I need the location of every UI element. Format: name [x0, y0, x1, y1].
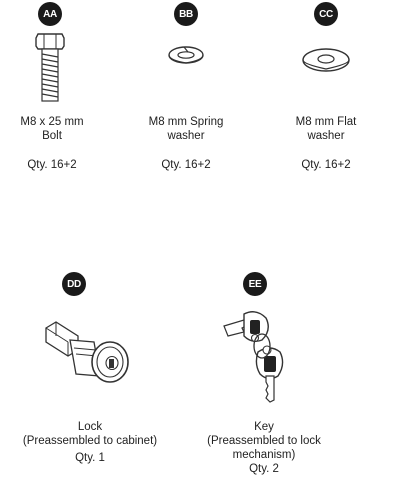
- part-badge-bb: BB: [174, 2, 198, 26]
- part-badge-dd: DD: [62, 272, 86, 296]
- part-name-cc-line1: M8 mm Flat: [295, 116, 357, 128]
- part-qty-ee: Qty. 2: [249, 463, 279, 475]
- spring-washer-icon: [166, 42, 206, 68]
- part-name-cc-line2: washer: [307, 130, 345, 142]
- part-name-ee-line2: (Preassembled to lock: [207, 435, 321, 447]
- part-qty-cc: Qty. 16+2: [301, 159, 351, 171]
- part-qty-aa: Qty. 16+2: [27, 159, 77, 171]
- part-name-ee-line1: Key: [254, 421, 274, 433]
- part-name-bb-line1: M8 mm Spring: [148, 116, 224, 128]
- keys-icon: [222, 308, 292, 404]
- part-name-bb-line2: washer: [167, 130, 205, 142]
- flat-washer-icon: [300, 44, 352, 74]
- part-badge-cc: CC: [314, 2, 338, 26]
- part-badge-ee: EE: [243, 272, 267, 296]
- part-badge-aa: AA: [38, 2, 62, 26]
- part-name-ee-line3: mechanism): [232, 449, 296, 461]
- part-name-aa-line1: M8 x 25 mm: [20, 116, 84, 128]
- part-name-aa-line2: Bolt: [42, 130, 62, 142]
- part-name-dd-line1: Lock: [77, 421, 103, 433]
- cam-lock-icon: [42, 318, 132, 388]
- part-qty-dd: Qty. 1: [75, 452, 105, 464]
- hex-bolt-icon: [32, 32, 68, 104]
- part-name-dd-line2: (Preassembled to cabinet): [22, 435, 158, 447]
- part-qty-bb: Qty. 16+2: [161, 159, 211, 171]
